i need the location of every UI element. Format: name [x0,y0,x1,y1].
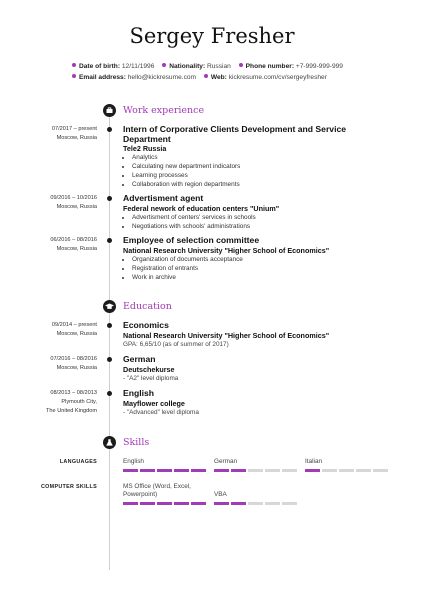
bullet-dot-icon [72,74,76,78]
skill-name: English [123,458,144,465]
entry-company: National Research University "Higher School of Economics" [123,245,330,255]
entry-note: - "Advanced" level diploma [123,408,199,416]
skill-level-segment [265,502,280,505]
skill-level-segment [248,502,263,505]
skill-level-segment [140,502,155,505]
skill-level-segment [231,502,246,505]
skill-item [123,458,208,472]
skill-level-segment [265,469,280,472]
list-item: • Organization of documents acceptance [132,255,363,264]
skill-level-segment [191,502,206,505]
skill-level-segment [282,469,297,472]
entry-location: Moscow, Russia [56,135,97,141]
skill-item [214,458,299,472]
entry-location: Moscow, Russia [56,331,97,337]
email-value[interactable]: hello@kickresume.com [127,74,197,81]
list-item: • Analytics [132,153,363,162]
email-label: Email address: [79,74,126,81]
skill-name: MS Office (Word, Excel, Powerpoint) [123,483,191,498]
entry-school: National Research University "Higher School of Economics" [123,330,330,340]
list-item: • Advertisment of centers' services in schools [132,213,363,222]
web-label: Web: [210,74,227,81]
graduation-cap-icon [103,300,116,313]
skill-level-bar [305,469,390,472]
entry-title: Advertisment agent [123,193,204,203]
skill-level-bar [214,469,299,472]
timeline-dot [107,127,112,132]
phone-label: Phone number: [245,63,295,70]
dob-value: 12/11/1996 [121,63,155,70]
list-item: • Negotiations with schools' administrations [132,222,363,231]
briefcase-icon [103,104,116,117]
skill-level-segment [248,469,263,472]
timeline-line [109,112,110,570]
skill-item [214,491,299,505]
entry-company: Federal nework of education centers "Unium" [123,203,280,213]
entry-location: Plymouth City, [61,399,97,405]
entry-location: Moscow, Russia [56,365,97,371]
skill-level-segment [174,469,189,472]
skill-name: VBA [214,491,227,498]
entry-location: Moscow, Russia [56,246,97,252]
skill-level-segment [191,469,206,472]
skill-level-segment [282,502,297,505]
dob-label: Date of birth: [79,63,121,70]
entry-meta [0,389,97,416]
list-item: • Collaboration with region departments [132,180,363,189]
skill-level-segment [322,469,337,472]
entry-bullets [123,153,363,189]
entry-bullets [123,255,363,282]
entry-school: Mayflower college [123,398,185,408]
skill-name: German [214,458,238,465]
timeline-dot [107,196,112,201]
entry-dates: 09/2016 – 10/2016 [50,195,97,201]
skill-name: Italian [305,458,323,465]
list-item: • Registration of entrants [132,264,363,273]
entry-title: Employee of selection committee [123,235,260,245]
skill-item [123,483,208,505]
entry-title: English [123,388,155,398]
entry-note: GPA: 6,65/10 (as of summer of 2017) [123,340,229,348]
flask-icon [103,436,116,449]
entry-title: Intern of Corporative Clients Development and Service Department [123,124,347,144]
skill-level-segment [305,469,320,472]
entry-location: Moscow, Russia [56,204,97,210]
entry-location-country: The United Kingdom [46,408,97,414]
skill-level-bar [214,502,299,505]
entry-title: Economics [123,320,169,330]
timeline-dot [107,357,112,362]
bullet-dot-icon [239,63,243,67]
entry-dates: 06/2016 – 08/2016 [50,237,97,243]
skill-level-segment [231,469,246,472]
list-item: • Work in archive [132,273,363,282]
nationality-value: Russian [206,63,231,70]
bullet-dot-icon [72,63,76,67]
entry-school: Deutschekurse [123,364,175,374]
list-item: • Learning processes [132,171,363,180]
contact-info [72,61,372,83]
entry-meta [0,194,97,212]
skill-level-segment [157,469,172,472]
entry-dates: 07/2017 – present [51,126,97,132]
entry-note: - "A2" level diploma [123,374,179,382]
skills-label-computer: COMPUTER SKILLS [40,484,97,490]
entry-dates: 07/2016 – 08/2016 [50,356,97,362]
bullet-dot-icon [162,63,166,67]
entry-dates: 08/2013 – 08/2013 [50,390,97,396]
web-value[interactable]: kickresume.com/cv/sergeyfresher [228,74,327,81]
skill-level-segment [214,502,229,505]
skills-label-languages: LANGUAGES [59,459,97,465]
section-title-work: Work experience [123,105,205,116]
section-title-skills: Skills [123,437,150,448]
phone-value: +7-999-999-999 [295,63,343,70]
skill-level-segment [123,502,138,505]
entry-meta [0,355,97,373]
entry-company: Tele2 Russia [123,144,167,153]
entry-meta [0,236,97,254]
skill-level-segment [373,469,388,472]
skill-level-segment [174,502,189,505]
entry-meta [0,125,97,143]
skill-level-bar [123,502,208,505]
skill-level-segment [157,502,172,505]
skill-level-segment [339,469,354,472]
entry-dates: 09/2014 – present [51,322,97,328]
entry-meta [0,321,97,339]
skill-level-segment [140,469,155,472]
timeline-dot [107,238,112,243]
nationality-label: Nationality: [169,63,206,70]
section-title-education: Education [123,301,172,312]
entry-bullets [123,213,363,231]
bullet-dot-icon [204,74,208,78]
skill-level-segment [123,469,138,472]
timeline-dot [107,391,112,396]
skill-level-segment [214,469,229,472]
timeline-dot [107,323,112,328]
skill-level-bar [123,469,208,472]
entry-title: German [123,354,156,364]
list-item: • Calculating new department indicators [132,162,363,171]
candidate-name: Sergey Fresher [129,24,295,48]
skill-item [305,458,390,472]
skill-level-segment [356,469,371,472]
